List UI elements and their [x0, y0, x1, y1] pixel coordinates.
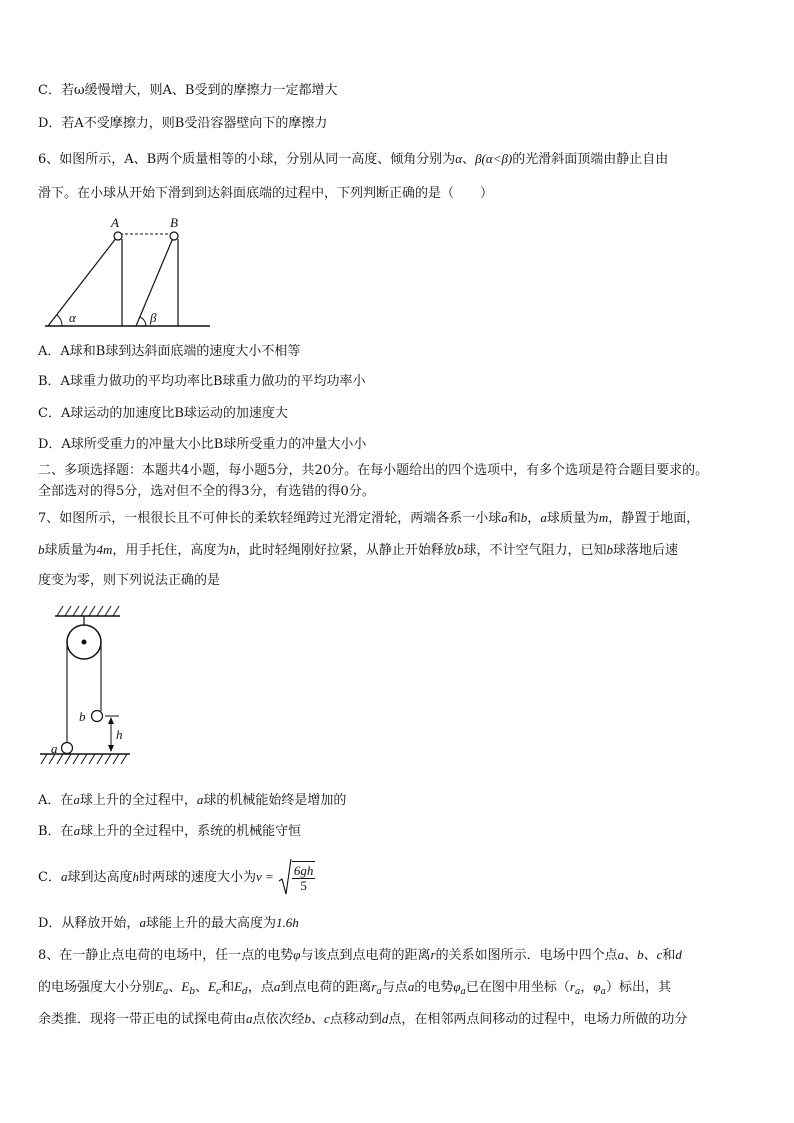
height-arrow-up — [108, 717, 114, 724]
q7-stem-line2: b球质量为4m，用手托住，高度为h，此时轻绳刚好拉紧，从静止开始释放b球，不计空气阻力，已知b球落地后速 — [38, 542, 678, 558]
q5-option-c: C．若ω缓慢增大，则A、B受到的摩擦力一定都增大 — [38, 83, 338, 98]
q8-stem-line2: 的电场强度大小分别$E_a$、$E_b$、$E_c$和$E_d$，点a到点电荷的距离$r_a$与点a的电势$\varphi_a$已在图中用坐标（$r_a$，$\varphi_a$）标出，其 — [38, 979, 671, 997]
ball-b — [170, 232, 178, 240]
ball-a — [62, 743, 73, 754]
label-h: h — [116, 727, 123, 742]
angle-alpha-arc — [57, 315, 62, 326]
label-a: A — [111, 215, 119, 230]
sqrt-radical-icon — [278, 857, 292, 897]
q6-option-d: D．A球所受重力的冲量大小比B球所受重力的冲量大小小 — [38, 437, 367, 452]
q5-option-d: D．若A不受摩擦力，则B受沿容器壁向下的摩擦力 — [38, 116, 328, 131]
q7-stem-line3: 度变为零，则下列说法正确的是 — [38, 573, 221, 588]
section2-line2: 全部选对的得5分，选对但不全的得3分，有选错的得0分。 — [38, 484, 375, 499]
q6-stem-line1: 6、如图所示，A、B两个质量相等的小球，分别从同一高度、倾角分别为α、β(α<β)的光滑斜面顶端由静止自由 — [38, 151, 669, 167]
q7-option-b: B．在a球上升的全过程中，系统的机械能守恒 — [38, 823, 302, 839]
q6-stem-line2: 滑下。在小球从开始下滑到到达斜面底端的过程中，下列判断正确的是（ ） — [38, 186, 494, 201]
q6-option-c: C．A球运动的加速度比B球运动的加速度大 — [38, 406, 288, 421]
q8-stem-line1: 8、在一静止点电荷的电场中，任一点的电势φ与该点到点电荷的距离r的关系如图所示．电场中四个点a、b、c和d — [38, 947, 682, 963]
q6-option-b: B．A球重力做功的平均功率比B球重力做功的平均功率小 — [38, 374, 366, 389]
sqrt-expression: $\frac{6gh}{5}$ — [278, 857, 316, 898]
ceiling-hatch — [57, 606, 119, 616]
label-alpha: α — [69, 310, 76, 325]
q8-stem-line3: 余类推．现将一带正电的试探电荷由a点依次经b、c点移动到d点，在相邻两点间移动的过程中，电场力所做的功分 — [38, 1011, 688, 1027]
ball-a — [114, 232, 122, 240]
height-arrow-down — [108, 745, 114, 752]
q7-option-c: C．a球到达高度h时两球的速度大小为v = $\frac{6gh}{5}$ — [38, 857, 315, 898]
label-b: B — [170, 215, 178, 230]
q6-incline-figure — [40, 215, 220, 330]
label-beta: β — [150, 310, 157, 325]
incline-a-slope — [48, 237, 117, 326]
q7-pulley-figure — [35, 600, 155, 775]
ball-b — [92, 711, 103, 722]
section2-line1: 二、多项选择题：本题共4小题，每小题5分，共20分。在每小题给出的四个选项中，有多个选项是符合题目要求的。 — [38, 463, 709, 478]
q7-stem-line1: 7、如图所示，一根很长且不可伸长的柔软轻绳跨过光滑定滑轮，两端各系一小球a和b，a球质量为m，静置于地面， — [38, 510, 700, 526]
q7-option-a: A．在a球上升的全过程中，a球的机械能始终是增加的 — [38, 792, 347, 808]
label-b: b — [79, 709, 86, 724]
pulley-axle — [82, 640, 87, 645]
q6-option-a: A．A球和B球到达斜面底端的速度大小不相等 — [38, 344, 301, 359]
q7-option-d: D．从释放开始，a球能上升的最大高度为1.6h — [38, 915, 299, 931]
label-a: a — [51, 741, 58, 756]
angle-beta-arc — [140, 317, 146, 326]
